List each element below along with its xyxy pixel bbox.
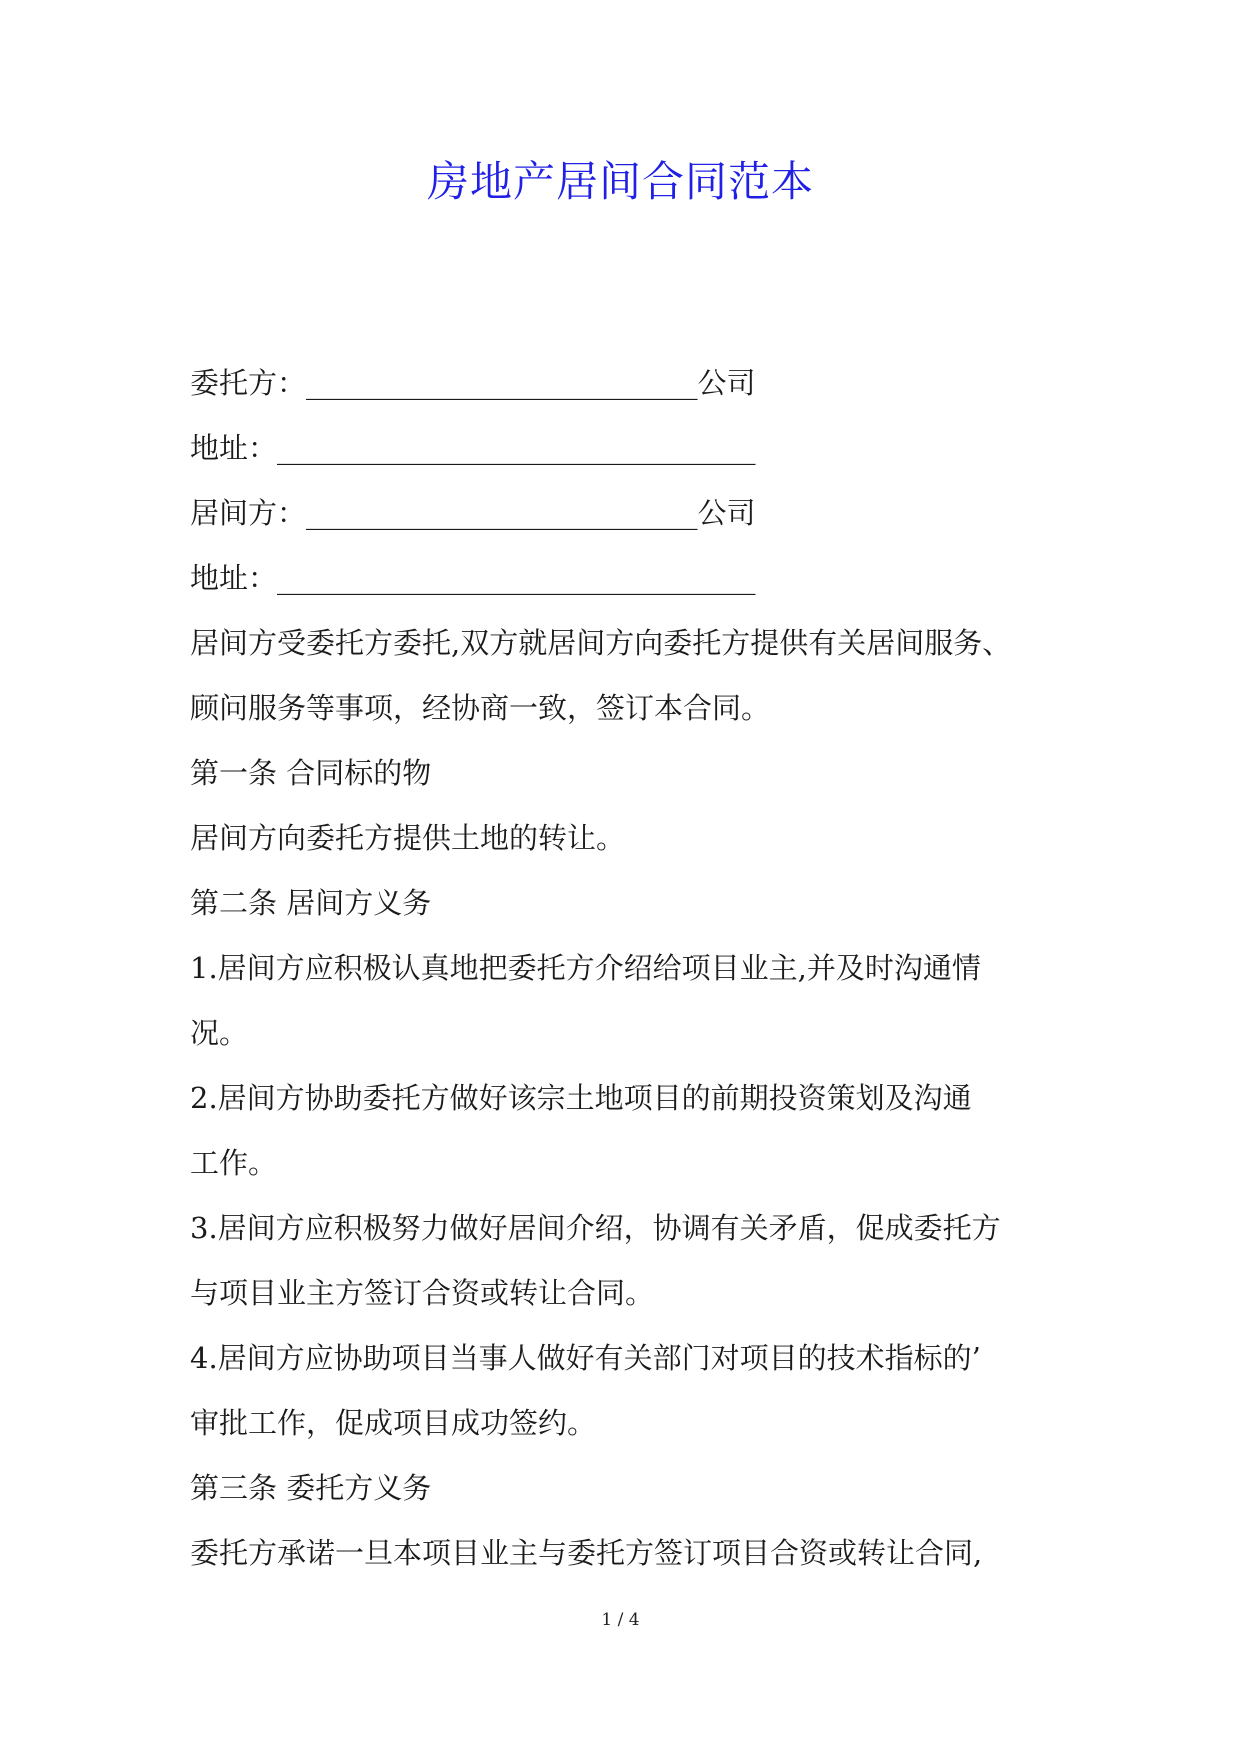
clause-1-line-1: 1.居间方应积极认真地把委托方介绍给项目业主,并及时沟通情 [190,951,981,985]
document-body [190,351,1060,1586]
clause-1-line-2: 况。 [190,1016,249,1050]
article-2-heading: 第二条 居间方义务 [190,886,432,920]
clause-3-line-2: 与项目业主方签订合资或转让合同。 [190,1276,655,1310]
article-1-heading: 第一条 合同标的物 [190,756,432,790]
article-3-heading: 第三条 委托方义务 [190,1471,432,1505]
client-party-line: 委托方：___________________________公司 [190,366,756,400]
clause-3-line-1: 3.居间方应积极努力做好居间介绍，协调有关矛盾，促成委托方 [190,1211,1001,1245]
preamble-line-2: 顾问服务等事项，经协商一致，签订本合同。 [190,691,771,725]
clause-4-line-2: 审批工作，促成项目成功签约。 [190,1406,597,1440]
clause-2-line-2: 工作。 [190,1146,278,1180]
article-3-text: 委托方承诺一旦本项目业主与委托方签订项目合资或转让合同, [190,1536,983,1570]
intermediary-address-line: 地址：_________________________________ [190,561,756,595]
preamble-line-1: 居间方受委托方委托,双方就居间方向委托方提供有关居间服务、 [190,626,1012,660]
document-title: 房地产居间合同范本 [426,157,814,206]
intermediary-party-line: 居间方：___________________________公司 [190,496,756,530]
client-address-line: 地址：_________________________________ [190,431,756,465]
clause-2-line-1: 2.居间方协助委托方做好该宗土地项目的前期投资策划及沟通 [190,1081,972,1115]
article-1-text: 居间方向委托方提供土地的转让。 [190,821,626,855]
clause-4-line-1: 4.居间方应协助项目当事人做好有关部门对项目的技术指标的’ [190,1341,981,1375]
page-number: 1 / 4 [601,1610,640,1630]
